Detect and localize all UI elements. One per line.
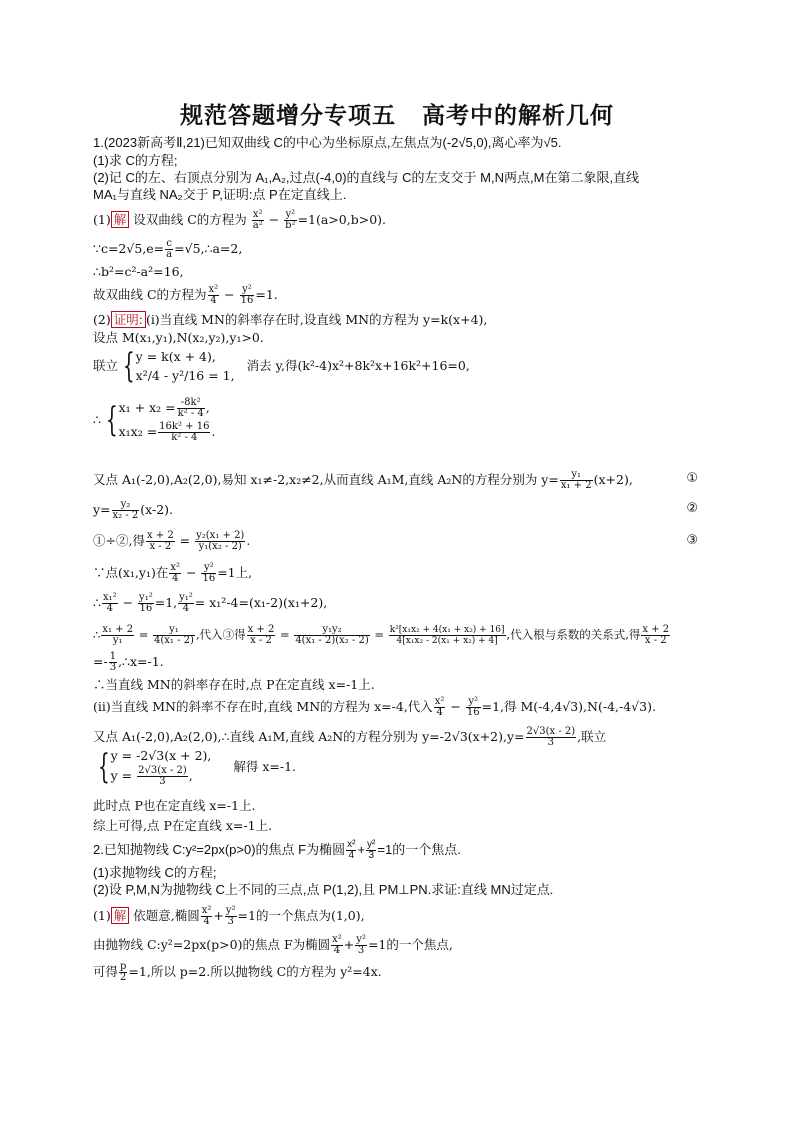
- fraction: $\frac{\text{k²[x₁x₂ + 4(x₁ + x₂) + 16]}}{\text{4[x₁x₂ - 2(x₁ + x₂) + 4]}}$: [389, 625, 505, 646]
- fraction: $\frac{\text{16k² + 16}}{\text{k² - 4}}$: [159, 421, 210, 443]
- fraction: $\frac{\text{y²}}{16}$: [466, 696, 480, 718]
- fraction: $\frac{\text{y₁}}{\text{4(x₁ - 2)}}$: [154, 624, 194, 646]
- division-line: ①÷②,得 $\frac{x + 2}{x - 2}$ = $\frac{\text{y₂(x₁ + 2)}}{\text{y₁(x₂ - 2)}}$ .: [93, 530, 251, 552]
- problem-1-part-2-line-1: (2)记 C的左、右顶点分别为 A₁,A₂,过点(-4,0)的直线与 C的左支交于 M,N两点,M在第二象限,直线: [93, 170, 640, 185]
- problem-1-stem: 1.(2023新高考Ⅱ,21)已知双曲线 C的中心为坐标原点,左焦点为(-2√5,0),离心率为√5.: [93, 135, 562, 150]
- proof-line-1: (2) 证明: (ⅰ)当直线 MN的斜率存在时,设直线 MN的方程为 y=k(x+4),: [93, 312, 488, 327]
- vieta-system: ∴ { x₁ + x₂ = $\frac{\text{-8k²}}{\text{k² - 4}}$ , x₁x₂ = $\frac{\text{16k² + 16}}{\text{k² - 4}}$ .: [93, 397, 216, 443]
- conclusion-2: 综上可得,点 P在定直线 x=-1上.: [93, 818, 273, 833]
- fraction: $\frac{p}{2}$: [120, 961, 127, 983]
- fraction: $\frac{\text{y₁}}{\text{x₁ + 2}}$: [560, 469, 592, 491]
- fraction: $\frac{\text{x²}}{4}$: [347, 839, 356, 861]
- equation-mark-2: ②: [686, 501, 698, 516]
- solution-1-line-3: ∴b²=c²-a²=16,: [93, 264, 184, 279]
- fraction: $\frac{\text{y²}}{3}$: [356, 934, 366, 956]
- fraction: $\frac{x + 2}{x - 2}$: [146, 530, 174, 552]
- title-left: 规范答题增分专项五: [180, 103, 396, 129]
- case-2-line-1: (ⅱ)当直线 MN的斜率不存在时,直线 MN的方程为 x=-4,代入 $\frac{\text{x²}}{4}$ − $\frac{\text{y²}}{16}$ =1,得 M(-4,4√3),N(-4,-4√3).: [93, 696, 656, 718]
- solution-2-line-3: 可得 $\frac{p}{2}$ =1,所以 p=2.所以抛物线 C的方程为 y²=4x.: [93, 961, 382, 983]
- title-right: 高考中的解析几何: [422, 103, 614, 129]
- point-on-curve: ∵点(x₁,y₁)在 $\frac{\text{x²}}{4}$ − $\frac{\text{y²}}{16}$ =1上,: [93, 562, 253, 584]
- derivation-line-2: ∴ $\frac{\text{x₁ + 2}}{\text{y₁}}$ = $\frac{\text{y₁}}{\text{4(x₁ - 2)}}$ ,代入③得 $\frac{x + 2}{x - 2}$ = $\frac{\text{y₁y₂}}{\text{4(x₁ - 2)(x₂ - 2)}}$ = $\frac{\text{k²[x₁x₂ + 4(x₁ + x₂) + 16]}}{\text{4[x₁x₂ - 2(x₁ + x₂) + 4]}}$ ,代入根与系数的关系式,得 $\frac{x + 2}{x - 2}$: [93, 624, 670, 646]
- fraction: $\frac{\text{x²}}{4}$: [208, 284, 219, 306]
- derivation-line-3: =- $\frac{1}{3}$ ,∴x=-1.: [93, 651, 164, 673]
- page-title: [0, 97, 794, 130]
- solution-1-line-1: (1) 解 设双曲线 C的方程为 $\frac{\text{x²}}{\text{a²}}$ − $\frac{\text{y²}}{\text{b²}}$ =1(a>0,b>0).: [93, 209, 387, 231]
- fraction: $\frac{\text{y₂}}{\text{x₂ - 2}}$: [112, 499, 139, 521]
- fraction: $\frac{\text{y₂(x₁ + 2)}}{\text{y₁(x₂ - 2)}}$: [196, 530, 245, 552]
- solution-1-line-4: 故双曲线 C的方程为 $\frac{\text{x²}}{4}$ − $\frac{\text{y²}}{16}$ =1.: [93, 284, 278, 306]
- solution-2-line-1: (1) 解 依题意,椭圆 $\frac{\text{x²}}{4}$ + $\frac{\text{y²}}{3}$ =1的一个焦点为(1,0),: [93, 905, 365, 927]
- solution-2-line-2: 由抛物线 C:y²=2px(p>0)的焦点 F为椭圆 $\frac{\text{x²}}{4}$ + $\frac{\text{y²}}{3}$ =1的一个焦点,: [93, 934, 453, 956]
- fraction: $\frac{\text{x²}}{4}$: [434, 696, 445, 718]
- fraction: $\frac{1}{3}$: [109, 651, 117, 673]
- fraction: $\frac{\text{x²}}{\text{a²}}$: [252, 209, 263, 231]
- fraction: $\frac{\text{y²}}{16}$: [202, 562, 216, 584]
- solution-1-line-2: ∵c=2√5,e= $\frac{c}{a}$ =√5,∴a=2,: [93, 238, 243, 260]
- case-1-conclusion: ∴当直线 MN的斜率存在时,点 P在定直线 x=-1上.: [93, 677, 375, 692]
- problem-2-part-1: (1)求抛物线 C的方程;: [93, 865, 217, 880]
- problem-2-part-2: (2)设 P,M,N为抛物线 C上不同的三点,点 P(1,2),且 PM⊥PN.求证:直线 MN过定点.: [93, 882, 554, 897]
- fraction: $\frac{\text{y²}}{16}$: [240, 284, 254, 306]
- fraction: $\frac{\text{x₁ + 2}}{\text{y₁}}$: [102, 624, 134, 646]
- fraction: $\frac{\text{-8k²}}{\text{k² - 4}}$: [177, 397, 204, 419]
- problem-1-part-2-line-2: MA₁与直线 NA₂交于 P,证明:点 P在定直线上.: [93, 187, 347, 202]
- fraction: $\frac{\text{y²}}{3}$: [367, 839, 376, 861]
- fraction: $\frac{2√3(x - 2)}{3}$: [138, 765, 187, 787]
- equation-mark-1: ①: [686, 471, 698, 486]
- fraction: $\frac{\text{x²}}{4}$: [170, 562, 181, 584]
- fraction: $\frac{\text{y₁²}}{16}$: [139, 592, 153, 614]
- fraction: $\frac{\text{y₁y₂}}{\text{4(x₁ - 2)(x₂ - 2)}}$: [295, 624, 369, 646]
- fraction: $\frac{\text{x²}}{4}$: [201, 905, 212, 927]
- fraction: $\frac{\text{y²}}{3}$: [225, 905, 236, 927]
- fraction: $\frac{\text{x₁²}}{4}$: [102, 592, 117, 614]
- problem-2-stem: 2.已知抛物线 C:y²=2px(p>0)的焦点 F为椭圆 $\frac{\text{x²}}{4}$ + $\frac{\text{y²}}{3}$ =1的一个焦点.: [93, 839, 461, 861]
- proof-line-2: 设点 M(x₁,y₁),N(x₂,y₂),y₁>0.: [93, 330, 264, 345]
- equation-mark-3: ③: [686, 533, 698, 548]
- answer-tag: 解: [111, 211, 130, 228]
- fraction: $\frac{\text{y₁²}}{4}$: [179, 592, 193, 614]
- case-2-line-2: 又点 A₁(-2,0),A₂(2,0),∴直线 A₁M,直线 A₂N的方程分别为 y=-2√3(x+2),y= $\frac{2√3(x - 2)}{3}$ ,联立: [93, 726, 607, 748]
- line-equation-1: 又点 A₁(-2,0),A₂(2,0),易知 x₁≠-2,x₂≠2,从而直线 A₁M,直线 A₂N的方程分别为 y= $\frac{\text{y₁}}{\text{x₁ + 2}}$ (x+2),: [93, 469, 633, 491]
- fraction: $\frac{c}{a}$: [166, 238, 173, 260]
- fraction: $\frac{\text{y²}}{\text{b²}}$: [285, 209, 296, 231]
- fraction: $\frac{2√3(x - 2)}{3}$: [526, 726, 576, 748]
- proof-tag: 证明:: [111, 311, 146, 328]
- fraction: $\frac{\text{x²}}{4}$: [332, 934, 342, 956]
- problem-1-part-1: (1)求 C的方程;: [93, 153, 178, 168]
- answer-tag: 解: [111, 907, 130, 924]
- derivation-line-1: ∴ $\frac{\text{x₁²}}{4}$ − $\frac{\text{y₁²}}{16}$ =1, $\frac{\text{y₁²}}{4}$ = x₁²-4=(x₁-2)(x₁+2),: [93, 592, 328, 614]
- conclusion-1: 此时点 P也在定直线 x=-1上.: [93, 798, 256, 813]
- line-equation-2: y= $\frac{\text{y₂}}{\text{x₂ - 2}}$ (x-2).: [93, 499, 174, 521]
- fraction: $\frac{x + 2}{x - 2}$: [642, 624, 670, 646]
- system-2: { y = -2√3(x + 2), y = $\frac{2√3(x - 2)}{3}$ , 解得 x=-1.: [97, 746, 297, 787]
- fraction: $\frac{x + 2}{x - 2}$: [247, 624, 275, 646]
- system-1: 联立 { y = k(x + 4), x²/4 - y²/16 = 1, 消去 y,得(k²-4)x²+8k²x+16k²+16=0,: [93, 346, 470, 386]
